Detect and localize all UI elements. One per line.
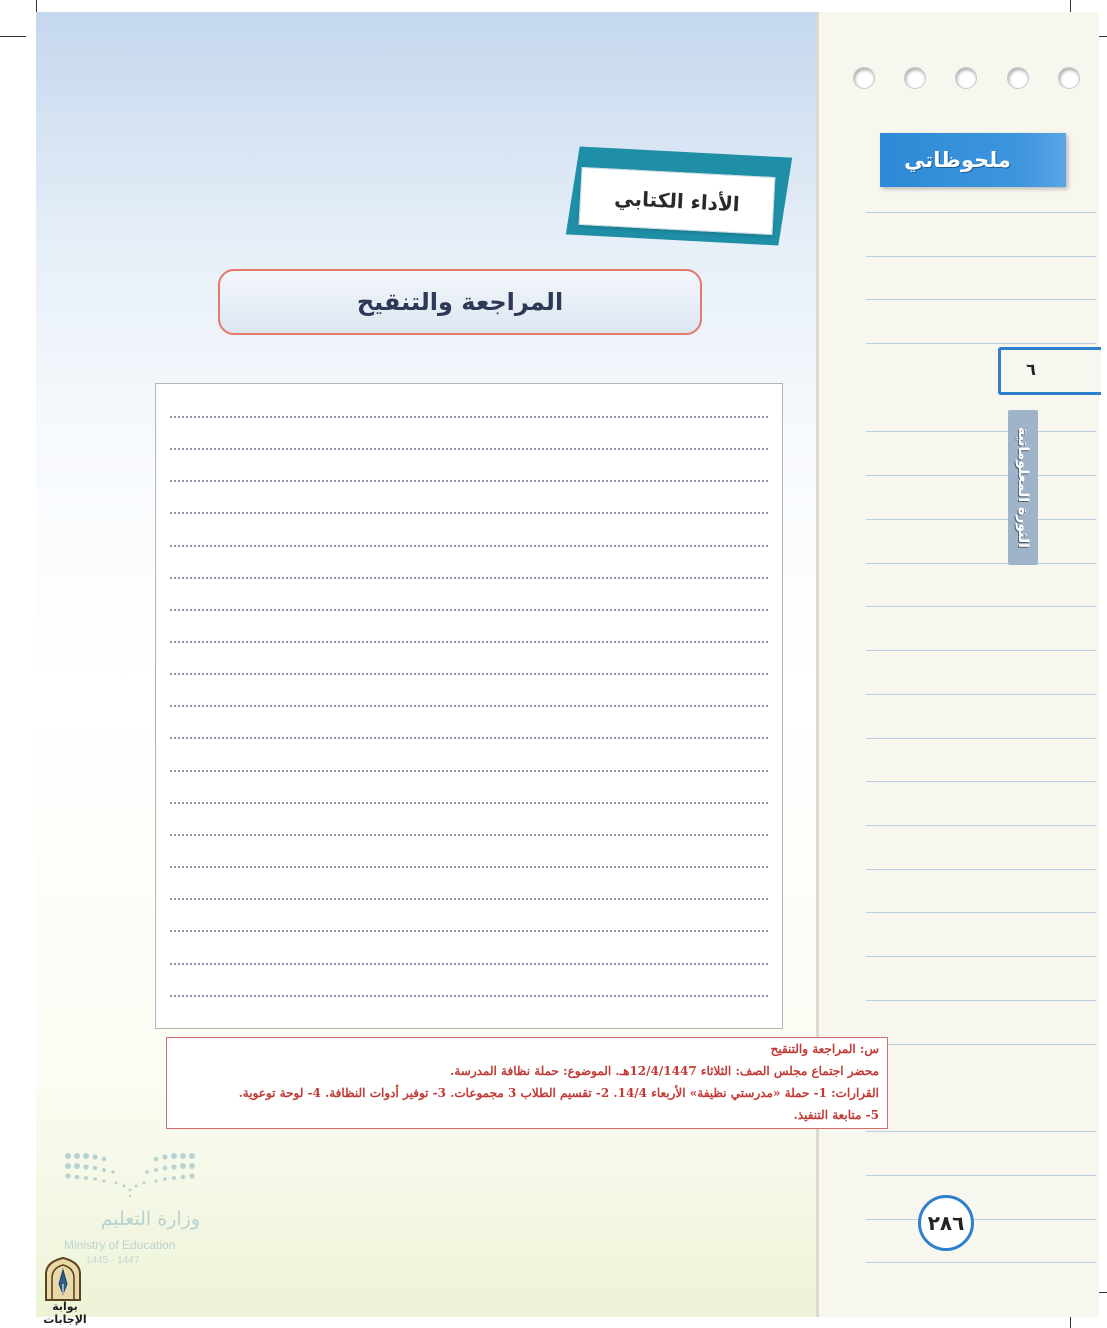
note-line — [866, 912, 1096, 913]
writing-line — [170, 898, 768, 900]
writing-line — [170, 705, 768, 707]
note-line — [866, 694, 1096, 695]
note-line — [866, 956, 1096, 957]
writing-line — [170, 448, 768, 450]
page-number: ٢٨٦ — [918, 1195, 974, 1251]
binder-hole — [853, 67, 875, 89]
writing-line — [170, 545, 768, 547]
writing-area[interactable] — [155, 383, 783, 1029]
note-line — [866, 299, 1096, 300]
note-line — [866, 519, 1096, 520]
binder-hole — [1058, 67, 1080, 89]
writing-line — [170, 802, 768, 804]
answer-line: 5- متابعة التنفيذ. — [793, 1108, 879, 1122]
writing-line — [170, 770, 768, 772]
note-line — [866, 256, 1096, 257]
writing-line — [170, 737, 768, 739]
note-line — [866, 1175, 1096, 1176]
writing-line — [170, 512, 768, 514]
binder-hole — [1007, 67, 1029, 89]
unit-title: الثورة المعلوماتية — [1015, 427, 1031, 548]
watermark-emblem-icon — [42, 1256, 84, 1302]
note-line — [866, 212, 1096, 213]
ministry-logo-icon — [62, 1150, 198, 1200]
answer-line: القرارات: 1- حملة «مدرستي نظيفة» الأربعاء 14/4. 2- تقسيم الطلاب 3 مجموعات. 3- توفير أدوات النظافة. 4- لوحة توعوية. — [238, 1086, 879, 1100]
note-line — [866, 781, 1096, 782]
ministry-name-en: Ministry of Education — [64, 1238, 176, 1252]
unit-number: ٦ — [1026, 360, 1036, 379]
writing-line — [170, 609, 768, 611]
note-line — [866, 475, 1096, 476]
writing-line — [170, 577, 768, 579]
notes-tab-label: ملحوظاتي — [904, 148, 1011, 172]
writing-line — [170, 995, 768, 997]
note-line — [866, 1131, 1096, 1132]
binder-hole — [904, 67, 926, 89]
watermark-text: بوابة الإجابات — [43, 1300, 87, 1326]
crop-mark — [0, 36, 26, 37]
ministry-years: 1445 - 1447 — [86, 1255, 140, 1266]
note-line — [866, 1000, 1096, 1001]
note-line — [866, 869, 1096, 870]
writing-line — [170, 673, 768, 675]
answer-line: س: المراجعة والتنقيح — [770, 1042, 879, 1056]
writing-line — [170, 480, 768, 482]
writing-line — [170, 641, 768, 643]
note-line — [866, 825, 1096, 826]
notes-tab — [880, 133, 1066, 187]
ministry-name-ar: وزارة التعليم — [100, 1208, 200, 1230]
note-line — [866, 650, 1096, 651]
writing-line — [170, 930, 768, 932]
note-line — [866, 738, 1096, 739]
note-line — [866, 1044, 1096, 1045]
note-line — [866, 563, 1096, 564]
writing-line — [170, 866, 768, 868]
note-line — [866, 1262, 1096, 1263]
binder-hole — [955, 67, 977, 89]
writing-line — [170, 834, 768, 836]
writing-line — [170, 416, 768, 418]
banner-label: الأداء الكتابي — [613, 185, 741, 217]
note-line — [866, 606, 1096, 607]
answer-box — [166, 1037, 888, 1129]
answer-line: محضر اجتماع مجلس الصف: الثلاثاء 12/4/1447هـ. الموضوع: حملة نظافة المدرسة. — [450, 1064, 879, 1078]
section-banner — [579, 167, 776, 235]
section-title-label: المراجعة والتنقيح — [356, 288, 564, 316]
writing-line — [170, 963, 768, 965]
note-line — [866, 1219, 1096, 1220]
note-line — [866, 431, 1096, 432]
section-title — [218, 269, 702, 335]
note-line — [866, 343, 1096, 344]
unit-number-box — [998, 347, 1101, 395]
